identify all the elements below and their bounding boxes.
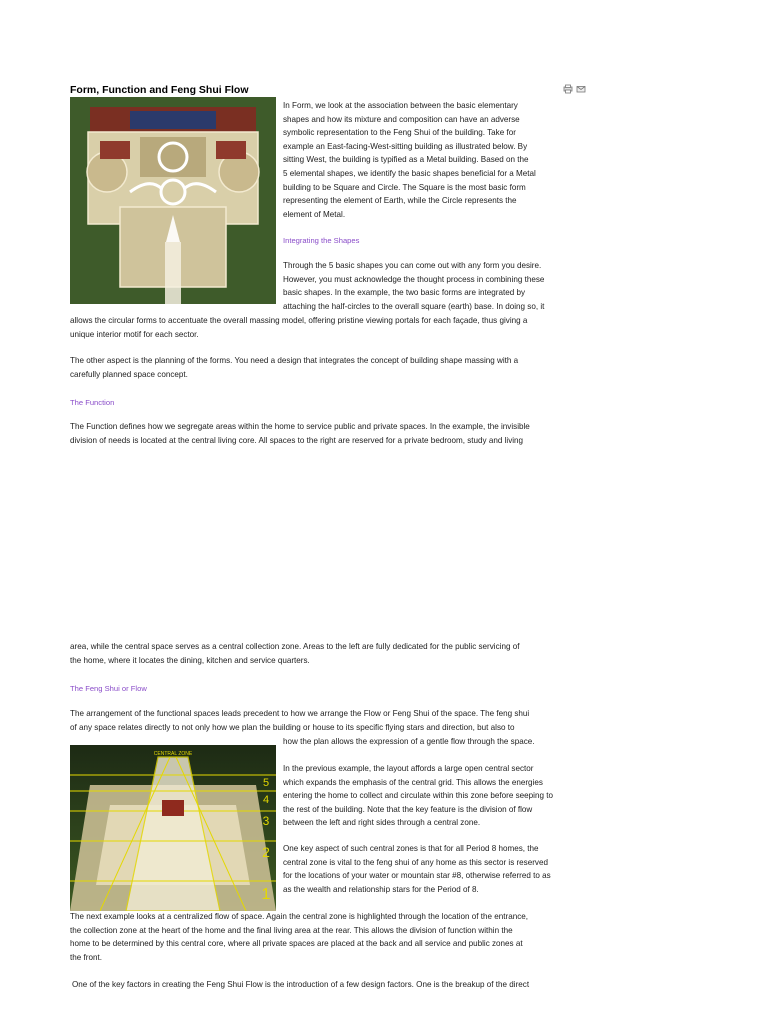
flow-paragraph-2: In the previous example, the layout affords a large open central sector which expands the emphasis of the central grid. This allows the energies entering the home to collect and circulate within this zone before seeping to the rest of the building. Note that the key feature is the division of flow between the left and right sides through a central zone. [283,764,553,828]
flow-paragraph-3: One key aspect of such central zones is that for all Period 8 homes, the central zone is vital to the feng shui of any home as this sector is reserved for the locations of your water or mountain star #8, otherwise referred to as as the wealth and relationship stars for the Period of 8. [283,844,551,894]
intro-paragraph: In Form, we look at the association between the basic elementary shapes and how its mixture and composition can have an adverse symbolic representation to the Feng Shui of the building. Take for example an East-facing-West-sitting building as illustrated below. By sitting West, the building is typified as a Metal building. Based on the 5 elemental shapes, we identify the basic shapes beneficial for a Metal building to be Square and Circle. The Square is the most basic form representing the element of Earth, while the Circle represents the element of Metal. [283,101,536,219]
flow-paragraph-5: One of the key factors in creating the Feng Shui Flow is the introduction of a few design factors. One is the breakup of the direct [72,980,530,989]
integrating-paragraph: Through the 5 basic shapes you can come out with any form you desire. However, you must acknowledge the thought process in combining these basic shapes. In the example, the two basic forms are integrated by attaching the half-circles to the overall square (earth) base. In doing so, it [283,261,545,311]
zone-number-4: 4 [262,794,270,806]
integrating-paragraph-cont: allows the circular forms to accentuate the overall massing model, offering pristine viewing portals for each façade, thus giving a unique interior motif for each sector. [70,316,528,339]
zone-number-3: 3 [262,814,270,828]
planning-paragraph: The other aspect is the planning of the forms. You need a design that integrates the concept of building shape massing with a carefully planned space concept. [70,356,519,379]
function-paragraph: The Function defines how we segregate areas within the home to service public and private spaces. In the example, the invisible division of needs is located at the central living core. All spaces to the right are reserved for a private bedroom, study and living [70,422,530,445]
central-zone-label: CENTRAL ZONE [153,751,193,757]
print-icon[interactable] [563,84,573,94]
page-title: Form, Function and Feng Shui Flow [70,84,249,96]
house-plan-image [70,97,276,304]
function-paragraph-cont: area, while the central space serves as a central collection zone. Areas to the left are fully dedicated for the public servicing of the home, where it locates the dining, kitchen and service quarters. [70,642,520,665]
zone-number-2: 2 [262,844,270,860]
integrating-heading: Integrating the Shapes [283,236,360,245]
zone-number-5: 5 [262,777,270,789]
flow-paragraph-cont: how the plan allows the expression of a gentle flow through the space. [283,737,535,746]
zone-number-1: 1 [261,886,271,903]
function-heading: The Function [70,398,115,407]
flow-heading: The Feng Shui or Flow [70,684,147,693]
flow-paragraph-4: The next example looks at a centralized flow of space. Again the central zone is highlighted through the location of the entrance, the collection zone at the heart of the home and the final living area at the rear. This allows the division of function within the home to be determined by this central core, where all private spaces are placed at the back and all service and public zones at the front. [70,912,529,962]
flow-paragraph: The arrangement of the functional spaces leads precedent to how we arrange the Flow or Feng Shui of the space. The feng shui of any space relates directly to not only how we plan the building or house to its specific flying stars and direction, but also to [70,709,530,732]
toolbar [563,84,586,94]
email-icon[interactable] [576,84,586,94]
central-zone-image [70,745,276,911]
